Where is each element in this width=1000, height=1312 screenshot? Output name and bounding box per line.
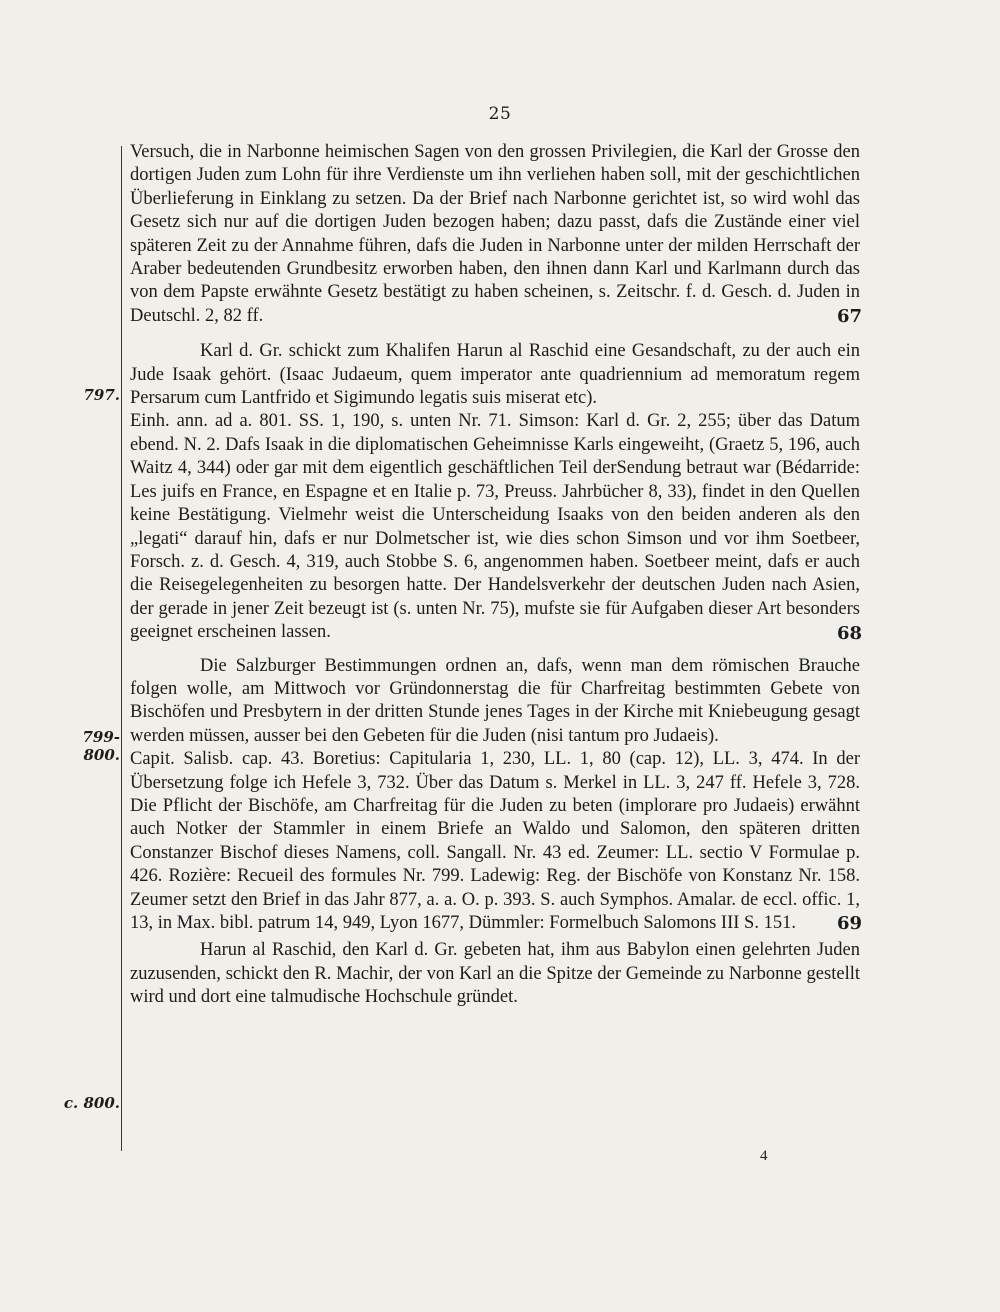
entry-67 bbox=[130, 340, 860, 642]
entry-68 bbox=[130, 655, 860, 934]
paragraph: Die Salzburger Bestimmungen ordnen an, dafs, wenn man dem römischen Brauche folgen wolle, am Mittwoch vor Gründonnerstag die für Charfreitag bestimmten Gebete von Bischöfen und Presbytern in der dritten Stunde jenes Tages in der Kirche mit Kniebeugung gesagt werden müssen, ausser bei den Gebeten für die Juden (nisi tantum pro Judaeis). bbox=[130, 655, 860, 746]
signature-mark: 4 bbox=[760, 1148, 768, 1164]
entry-69 bbox=[130, 939, 860, 1009]
entry-number: 67 bbox=[836, 306, 862, 328]
paragraph: Einh. ann. ad a. 801. SS. 1, 190, s. unten Nr. 71. Simson: Karl d. Gr. 2, 255; über das Datum ebend. N. 2. Dafs Isaak in die diplomatischen Geheimnisse Karls eingeweiht, (Graetz 5, 196, auch Waitz 4, 344) oder gar mit dem eigentlich geschäftlichen Teil derSendung betraut war (Bédarride: Les juifs en France, en Espagne et en Italie p. 73, Preuss. Jahrbücher 8, 33), findet in den Quellen keine Bestätigung. Vielmehr weist die Unterscheidung Isaaks von den beiden anderen als den „legati“ darauf hin, dafs er nur Dolmetscher ist, wie dies schon Simson und vor ihm Soetbeer, Forsch. z. d. Gesch. 4, 319, auch Stobbe S. 6, angenommen haben. Soetbeer meint, dafs er auch die Reisegelegenheiten zu besorgen hatte. Der Handelsverkehr der deutschen Juden nach Asien, der gerade in jener Zeit bezeugt ist (s. unten Nr. 75), mufste sie für Aufgaben dieser Art besonders geeignet erscheinen lassen. bbox=[130, 411, 860, 643]
paragraph: Karl d. Gr. schickt zum Khalifen Harun al Raschid eine Gesandschaft, zu der auch ein Jude Isaak gehört. (Isaac Judaeum, quem imperator ante quadriennium ad memoratum regem Persarum cum Lantfrido et Sigimundo legatis suis miserat etc). bbox=[130, 341, 860, 409]
margin-date-c800: c. 800. bbox=[63, 1094, 120, 1112]
paragraph: Versuch, die in Narbonne heimischen Sagen von den grossen Privilegien, die Karl der Grosse den dortigen Juden zum Lohn für ihre Verdienste um ihn verliehen haben soll, mit der geschichtlichen Überlieferung in Einklang zu setzen. Da der Brief nach Narbonne gerichtet ist, so wird wohl das Gesetz sich nur auf die dortigen Juden bezogen haben; dazu passt, dafs die Zustände einer viel späteren Zeit zu der Annahme führen, dafs die Juden in Narbonne unter der milden Herrschaft der Araber bedeutenden Grundbesitz erworben haben, den ihnen dann Karl und Karlmann durch das von dem Papste erwähnte Gesetz bestätigt zu haben scheinen, s. Zeitschr. f. d. Gesch. d. Juden in Deutschl. 2, 82 ff. bbox=[130, 142, 860, 326]
entry-66-continuation bbox=[130, 141, 860, 326]
entry-number: 69 bbox=[836, 913, 862, 935]
margin-date-799-800: 799- 800. bbox=[82, 728, 120, 764]
margin-date-797: 797. bbox=[83, 386, 120, 404]
paragraph: Capit. Salisb. cap. 43. Boretius: Capitularia 1, 230, LL. 1, 80 (cap. 12), LL. 3, 474. In der Übersetzung folge ich Hefele 3, 732. Über das Datum s. Merkel in LL. 3, 247 ff. Hefele 3, 728. Die Pflicht der Bischöfe, am Charfreitag für die Juden zu beten (implorare pro Judaeis) erwähnt auch Notker der Stammler in einem Briefe an Waldo und Salomon, den späteren dritten Constanzer Bischof dieses Namens, coll. Sangall. Nr. 43 ed. Zeumer: LL. sectio V Formulae p. 426. Rozière: Recueil des formules Nr. 799. Ladewig: Reg. der Bischöfe von Konstanz Nr. 158. Zeumer setzt den Brief in das Jahr 877, a. a. O. p. 393. S. auch Symphos. Amalar. de eccl. offic. 1, 13, in Max. bibl. patrum 14, 949, Lyon 1677, Dümmler: Formelbuch Salomons III S. 151. bbox=[130, 749, 860, 933]
main-text bbox=[130, 141, 860, 1010]
page-number: 25 bbox=[488, 104, 512, 124]
paragraph: Harun al Raschid, den Karl d. Gr. gebeten hat, ihm aus Babylon einen gelehrten Juden zuzusenden, schickt den R. Machir, der von Karl an die Spitze der Gemeinde zu Narbonne gestellt wird und dort eine talmudische Hochschule gründet. bbox=[130, 940, 860, 1008]
margin-rule bbox=[121, 146, 122, 1151]
entry-number: 68 bbox=[836, 622, 862, 644]
